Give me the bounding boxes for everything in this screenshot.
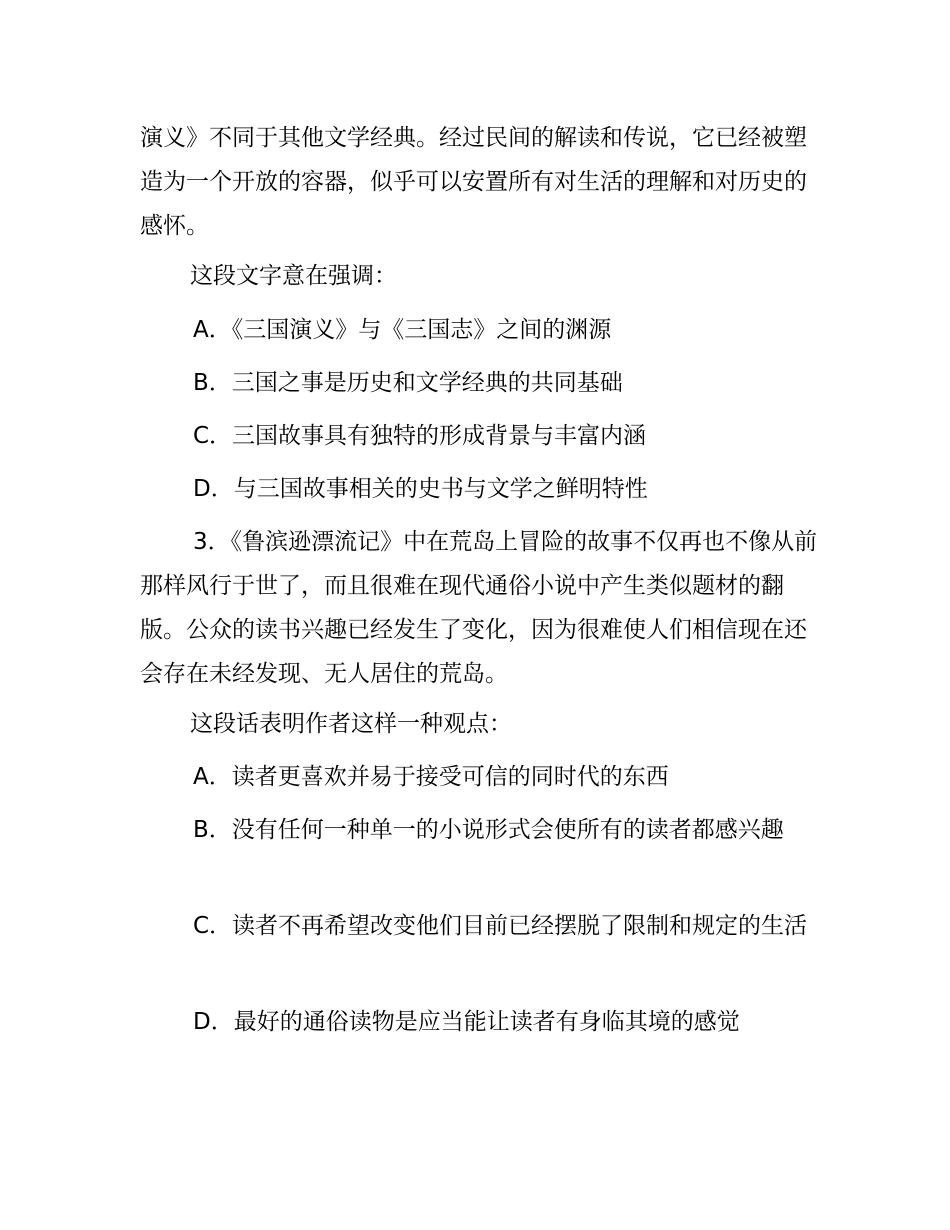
q3-option-c: C．读者不再希望改变他们目前已经摆脱了限制和规定的生活 [193, 913, 808, 939]
q3-option-d: D．最好的通俗读物是应当能让读者有身临其境的感觉 [193, 1009, 740, 1035]
q2-option-a: A．《三国演义》与《三国志》之间的渊源 [193, 317, 612, 343]
q2-option-d: D．与三国故事相关的史书与文学之鲜明特性 [193, 476, 648, 502]
q3-prompt: 这段话表明作者这样一种观点： [190, 711, 512, 737]
q3-passage: 3．《鲁滨逊漂流记》中在荒岛上冒险的故事不仅再也不像从前那样风行于世了，而且很难在现代通俗小说中产生类似题材的翻版。公众的读书兴趣已经发生了变化，因为很难使人们相信现在还会存在未经发现、无人居住的荒岛。 [140, 529, 818, 687]
q2-option-b: B．三国之事是历史和文学经典的共同基础 [193, 370, 623, 396]
q2-option-c: C．三国故事具有独特的形成背景与丰富内涵 [193, 423, 647, 449]
q3-option-b: B．没有任何一种单一的小说形式会使所有的读者都感兴趣 [193, 817, 784, 843]
q2-prompt: 这段文字意在强调： [190, 263, 397, 289]
q2-passage-end: 演义》不同于其他文学经典。经过民间的解读和传说，它已经被塑造为一个开放的容器，似乎可以安置所有对生活的理解和对历史的感怀。 [140, 125, 807, 239]
q3-option-a: A．读者更喜欢并易于接受可信的同时代的东西 [193, 764, 669, 790]
